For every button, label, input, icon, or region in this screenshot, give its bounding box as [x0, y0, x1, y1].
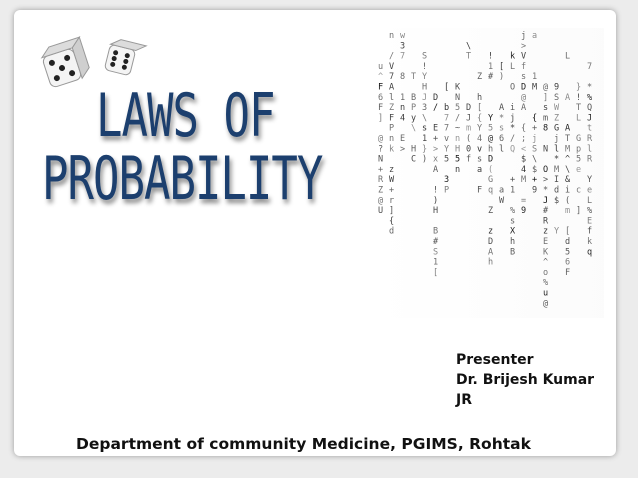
svg-text:a: a — [532, 31, 538, 41]
svg-text:A: A — [521, 103, 527, 114]
svg-text:): ) — [422, 154, 428, 165]
svg-text:F: F — [477, 185, 483, 196]
svg-text:?: ? — [378, 144, 384, 155]
svg-text:5: 5 — [488, 123, 494, 134]
svg-text:D: D — [433, 92, 439, 103]
svg-text:3: 3 — [400, 41, 406, 52]
svg-text:D: D — [466, 103, 472, 114]
svg-text:H: H — [411, 144, 417, 155]
svg-text:\: \ — [411, 123, 417, 134]
svg-text:F: F — [378, 103, 384, 114]
svg-text:[: [ — [565, 226, 571, 237]
svg-text:f: f — [466, 154, 472, 165]
svg-text:f: f — [587, 226, 593, 237]
svg-text:i: i — [510, 103, 516, 114]
svg-text:j: j — [532, 134, 538, 144]
svg-text:&: & — [565, 175, 571, 186]
svg-text:A: A — [433, 164, 439, 175]
svg-text:1: 1 — [488, 61, 494, 72]
svg-text:M: M — [521, 175, 527, 186]
svg-text:X: X — [510, 226, 516, 237]
svg-text:5: 5 — [576, 154, 582, 165]
svg-text:A: A — [389, 82, 395, 93]
svg-text:!: ! — [576, 92, 582, 103]
svg-text:T: T — [411, 72, 417, 83]
svg-text:%: % — [587, 92, 593, 103]
svg-text:4: 4 — [477, 134, 483, 144]
svg-text:j: j — [510, 113, 516, 124]
svg-text:*: * — [554, 154, 560, 165]
svg-text:T: T — [565, 134, 571, 144]
svg-text:H: H — [455, 144, 461, 155]
svg-text:c: c — [576, 185, 582, 196]
svg-text:Y: Y — [488, 113, 494, 124]
svg-text:): ) — [499, 72, 505, 83]
svg-text:F: F — [378, 82, 384, 93]
svg-text:s: s — [521, 72, 527, 83]
svg-text:7: 7 — [444, 123, 450, 134]
svg-text:Z: Z — [488, 206, 494, 217]
svg-text:B: B — [433, 226, 439, 237]
svg-text:E: E — [433, 123, 439, 134]
svg-text:d: d — [389, 226, 395, 237]
svg-text:s: s — [477, 154, 483, 165]
svg-text:r: r — [389, 195, 395, 206]
presenter-block — [456, 350, 594, 410]
svg-text:E: E — [587, 216, 593, 227]
svg-text:J: J — [422, 92, 428, 103]
svg-text:u: u — [378, 61, 384, 72]
svg-text:R: R — [378, 175, 384, 186]
svg-text:m: m — [543, 113, 549, 124]
presenter-name: Dr. Brijesh Kumar — [456, 372, 595, 388]
svg-text:1: 1 — [510, 185, 516, 196]
svg-text:@: @ — [488, 134, 494, 144]
svg-text:/: / — [455, 113, 461, 124]
svg-text:5: 5 — [455, 154, 461, 165]
svg-text:U: U — [378, 206, 384, 217]
svg-text:>: > — [521, 41, 527, 52]
svg-text:/: / — [389, 51, 395, 62]
svg-text:8: 8 — [400, 72, 406, 83]
svg-text:j: j — [554, 134, 560, 144]
svg-text:n: n — [400, 103, 406, 114]
svg-text:s: s — [499, 123, 505, 134]
svg-text:7: 7 — [389, 72, 395, 83]
svg-text:1: 1 — [400, 92, 406, 103]
svg-text:[: [ — [433, 267, 439, 278]
svg-text:>: > — [433, 144, 439, 155]
svg-text:6: 6 — [499, 134, 505, 144]
svg-text:%: % — [510, 206, 516, 217]
svg-text:P: P — [444, 185, 450, 196]
svg-text:6: 6 — [378, 92, 384, 103]
svg-text:n: n — [455, 164, 461, 175]
svg-text:G: G — [576, 134, 582, 144]
svg-text:j: j — [521, 31, 527, 41]
svg-text:z: z — [543, 226, 549, 237]
svg-text:4: 4 — [521, 164, 527, 175]
svg-text:S: S — [422, 51, 428, 62]
svg-text:Y: Y — [444, 144, 450, 155]
svg-text:{: { — [477, 113, 483, 124]
svg-text:w: w — [400, 31, 406, 41]
svg-text:4: 4 — [400, 113, 406, 124]
svg-text:K: K — [455, 82, 461, 93]
svg-text:[: [ — [444, 82, 450, 93]
svg-text:/: / — [510, 134, 516, 144]
svg-text:9: 9 — [532, 185, 538, 196]
svg-text:G: G — [554, 123, 560, 134]
svg-text:\: \ — [466, 41, 472, 52]
svg-text:D: D — [488, 237, 494, 247]
svg-text:S: S — [554, 92, 560, 103]
svg-text:p: p — [576, 144, 582, 155]
svg-text:h: h — [477, 92, 483, 103]
svg-text:R: R — [587, 134, 593, 144]
svg-text:!: ! — [422, 61, 428, 72]
svg-text:7: 7 — [587, 61, 593, 72]
svg-text:z: z — [389, 164, 395, 175]
svg-text:n: n — [389, 31, 395, 41]
svg-text:\: \ — [565, 164, 571, 175]
svg-text:a: a — [499, 185, 505, 196]
svg-text:L: L — [565, 51, 571, 62]
svg-text:T: T — [576, 103, 582, 114]
svg-text:E: E — [400, 134, 406, 144]
svg-text:x: x — [433, 154, 439, 165]
svg-text:{: { — [389, 216, 395, 227]
svg-text:7: 7 — [400, 51, 406, 62]
svg-text:$: $ — [554, 195, 560, 206]
svg-text:(: ( — [565, 195, 571, 206]
svg-text:h: h — [488, 257, 494, 268]
svg-text:1: 1 — [422, 134, 428, 144]
svg-text:5: 5 — [444, 154, 450, 165]
svg-text:J: J — [587, 113, 593, 124]
svg-text:i: i — [565, 185, 571, 196]
svg-text:\: \ — [422, 113, 428, 124]
svg-text:F: F — [389, 113, 395, 124]
svg-text:S: S — [433, 247, 439, 258]
svg-text:!: ! — [488, 51, 494, 62]
svg-text:k: k — [389, 144, 395, 155]
svg-text:%: % — [587, 206, 593, 217]
svg-text:D: D — [521, 82, 527, 93]
svg-text:v: v — [444, 134, 450, 144]
svg-text:Y: Y — [554, 226, 560, 237]
svg-text:f: f — [521, 61, 527, 72]
svg-text:@: @ — [543, 298, 549, 309]
svg-text:#: # — [488, 72, 494, 83]
svg-text:k: k — [510, 51, 516, 62]
svg-text:>: > — [543, 175, 549, 186]
svg-text:C: C — [411, 154, 417, 165]
svg-text:]: ] — [389, 206, 395, 217]
svg-text:@: @ — [378, 195, 384, 206]
svg-text:s: s — [543, 103, 549, 114]
svg-text:#: # — [433, 237, 439, 247]
svg-text:F: F — [565, 267, 571, 278]
svg-text:7: 7 — [444, 113, 450, 124]
svg-text:l: l — [389, 92, 395, 103]
title-line-2: PROBABILITY — [42, 145, 323, 214]
svg-text:@: @ — [378, 134, 384, 144]
svg-text:z: z — [488, 226, 494, 237]
svg-text:(: ( — [466, 134, 472, 144]
svg-text:L: L — [510, 61, 516, 72]
svg-text:*: * — [510, 123, 516, 134]
svg-text:#: # — [543, 206, 549, 217]
svg-text:[: [ — [477, 103, 483, 114]
svg-text:L: L — [576, 113, 582, 124]
svg-text:M: M — [532, 82, 538, 93]
svg-text:q: q — [488, 185, 494, 196]
svg-text:d: d — [565, 237, 571, 247]
svg-text:P: P — [389, 123, 395, 134]
svg-text:{: { — [521, 123, 527, 134]
department-footer: Department of community Medicine, PGIMS, Rohtak — [76, 435, 531, 453]
svg-text:>: > — [400, 144, 406, 155]
svg-text:t: t — [587, 123, 593, 134]
svg-text:d: d — [554, 185, 560, 196]
svg-text:$: $ — [521, 154, 527, 165]
svg-text:R: R — [543, 216, 549, 227]
svg-text:1: 1 — [433, 257, 439, 268]
svg-text:y: y — [411, 113, 417, 124]
svg-text:H: H — [433, 206, 439, 217]
svg-text:=: = — [521, 195, 527, 206]
svg-text:h: h — [510, 237, 516, 247]
svg-text:}: } — [576, 82, 582, 93]
svg-text:a: a — [477, 164, 483, 175]
svg-text:^: ^ — [543, 257, 549, 268]
svg-text:Y: Y — [477, 123, 483, 134]
svg-text:]: ] — [543, 92, 549, 103]
svg-text:I: I — [554, 175, 560, 186]
svg-text:8: 8 — [543, 123, 549, 134]
svg-text:+: + — [433, 134, 439, 144]
svg-text:S: S — [532, 144, 538, 155]
svg-text:!: ! — [433, 185, 439, 196]
svg-text:Y: Y — [587, 175, 593, 186]
svg-text:*: * — [499, 113, 505, 124]
svg-text:B: B — [411, 92, 417, 103]
svg-text:6: 6 — [565, 257, 571, 268]
svg-text:]: ] — [576, 206, 582, 217]
svg-text:J: J — [543, 195, 549, 206]
svg-text:O: O — [510, 82, 516, 93]
svg-text:v: v — [477, 144, 483, 155]
svg-text:V: V — [389, 61, 395, 72]
svg-text:Z: Z — [389, 103, 395, 114]
svg-text:): ) — [433, 195, 439, 206]
svg-text:;: ; — [521, 134, 527, 144]
svg-text:m: m — [565, 206, 571, 217]
svg-text:A: A — [565, 92, 571, 103]
svg-text:q: q — [587, 247, 593, 258]
svg-text:Y: Y — [422, 72, 428, 83]
svg-text:@: @ — [521, 92, 527, 103]
svg-text:A: A — [488, 247, 494, 258]
svg-text:%: % — [543, 278, 549, 289]
svg-text:3: 3 — [444, 175, 450, 186]
svg-text:P: P — [411, 103, 417, 114]
svg-text:s: s — [422, 123, 428, 134]
presenter-label: Presenter — [456, 352, 534, 368]
svg-text:M: M — [554, 164, 560, 175]
svg-text:o: o — [543, 267, 549, 278]
svg-text:+: + — [532, 123, 538, 134]
svg-text:k: k — [587, 237, 593, 247]
svg-text:m: m — [466, 123, 472, 134]
svg-text:*: * — [587, 82, 593, 93]
svg-text:D: D — [488, 154, 494, 165]
svg-text:3: 3 — [422, 103, 428, 114]
svg-text:(: ( — [488, 164, 494, 175]
title-line-1: LAWS OF — [96, 82, 275, 151]
svg-text:L: L — [587, 195, 593, 206]
svg-text:e: e — [587, 185, 593, 196]
svg-text:b: b — [444, 103, 450, 114]
svg-text:E: E — [543, 237, 549, 247]
svg-text:M: M — [565, 144, 571, 155]
svg-text:<: < — [521, 144, 527, 155]
matrix-code-image — [374, 28, 604, 318]
presenter-role: JR — [456, 392, 472, 408]
svg-text:A: A — [499, 103, 505, 114]
svg-text:0: 0 — [466, 144, 472, 155]
svg-text:Q: Q — [587, 103, 593, 114]
svg-text:h: h — [488, 144, 494, 155]
svg-text:l: l — [587, 144, 593, 155]
svg-text:W: W — [554, 103, 560, 114]
svg-text:A: A — [565, 123, 571, 134]
svg-text:$: $ — [532, 164, 538, 175]
svg-text:]: ] — [378, 113, 384, 124]
svg-text:R: R — [587, 154, 593, 165]
svg-text:+: + — [389, 185, 395, 196]
svg-text:5: 5 — [455, 103, 461, 114]
svg-text:\: \ — [532, 154, 538, 165]
svg-text:1: 1 — [532, 72, 538, 83]
svg-text:H: H — [422, 82, 428, 93]
svg-text:@: @ — [543, 82, 549, 93]
svg-text:Z: Z — [378, 185, 384, 196]
svg-text:N: N — [543, 144, 549, 155]
svg-text:e: e — [576, 164, 582, 175]
svg-text:l: l — [499, 144, 505, 155]
svg-text:J: J — [466, 113, 472, 124]
svg-text:^: ^ — [378, 72, 384, 83]
svg-text:9: 9 — [554, 82, 560, 93]
svg-text:N: N — [378, 154, 384, 165]
svg-text:l: l — [554, 144, 560, 155]
svg-text:O: O — [543, 164, 549, 175]
slide — [14, 10, 616, 456]
svg-text:+: + — [510, 175, 516, 186]
svg-text:Z: Z — [477, 72, 483, 83]
svg-text:5: 5 — [565, 247, 571, 258]
svg-text:s: s — [510, 216, 516, 227]
svg-text:u: u — [543, 288, 549, 299]
svg-text:B: B — [510, 247, 516, 258]
svg-text:Z: Z — [554, 113, 560, 124]
svg-text:K: K — [543, 247, 549, 258]
svg-text:^: ^ — [565, 154, 571, 165]
svg-text:+: + — [378, 164, 384, 175]
svg-text:Q: Q — [510, 144, 516, 155]
svg-text:T: T — [466, 51, 472, 62]
svg-text:n: n — [455, 134, 461, 144]
svg-text:+: + — [532, 175, 538, 186]
svg-text:G: G — [488, 175, 494, 186]
svg-text:W: W — [499, 195, 505, 206]
svg-text:/: / — [433, 103, 439, 114]
svg-text:9: 9 — [521, 206, 527, 217]
svg-text:}: } — [422, 144, 428, 155]
svg-text:*: * — [543, 185, 549, 196]
svg-text:{: { — [532, 113, 538, 124]
svg-text:V: V — [521, 51, 527, 62]
svg-text:W: W — [389, 175, 395, 186]
svg-text:~: ~ — [455, 123, 461, 134]
svg-text:n: n — [389, 134, 395, 144]
svg-text:[: [ — [499, 61, 505, 72]
svg-text:N: N — [455, 92, 461, 103]
